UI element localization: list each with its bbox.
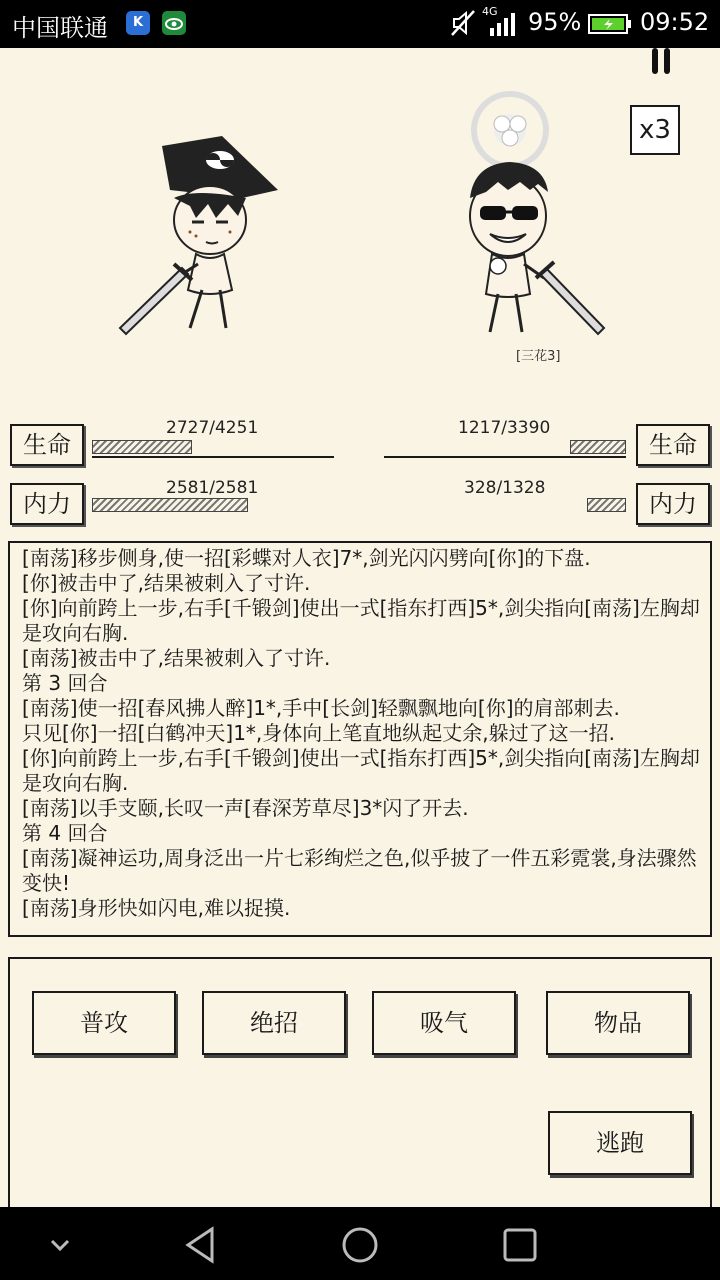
battle-log-lines — [22, 546, 702, 921]
log-line: [你]向前跨上一步,右手[千锻剑]使出一式[指东打西]5*,剑尖指向[南荡]左胸却是攻向右胸. — [22, 746, 700, 795]
breath-button[interactable]: 吸气 — [372, 991, 516, 1055]
player-hp-bar-baseline — [92, 456, 334, 458]
enemy-hp-bar-baseline — [384, 456, 626, 458]
back-icon[interactable] — [180, 1225, 220, 1265]
log-line: [南荡]以手支颐,长叹一声[春深芳草尽]3*闪了开去. — [22, 796, 469, 820]
enemy-mp-bar — [384, 498, 626, 512]
player-hp-value: 2727/4251 — [166, 418, 259, 438]
enemy-mp-bar-fill — [587, 498, 626, 512]
items-button[interactable]: 物品 — [546, 991, 690, 1055]
flee-button[interactable]: 逃跑 — [548, 1111, 692, 1175]
hide-nav-icon[interactable] — [40, 1225, 80, 1265]
home-icon[interactable] — [340, 1225, 380, 1265]
enemy-hp-value: 1217/3390 — [458, 418, 551, 438]
player-mp-value: 2581/2581 — [166, 478, 259, 498]
log-line: 第 4 回合 — [22, 821, 108, 845]
log-line: [南荡]移步侧身,使一招[彩蝶对人衣]7*,剑光闪闪劈向[你]的下盘. — [22, 546, 591, 570]
enemy-status-tag: [三花3] — [516, 349, 561, 364]
recent-apps-icon[interactable] — [500, 1225, 540, 1265]
battle-log[interactable] — [8, 541, 712, 937]
speed-toggle-button[interactable]: x3 — [630, 105, 680, 155]
navigation-bar — [0, 1207, 720, 1280]
enemy-hp-bar-fill — [570, 440, 626, 454]
enemy-mp-value: 328/1328 — [464, 478, 546, 498]
player-hp-bar-fill — [92, 440, 192, 454]
log-line: [南荡]被击中了,结果被刺入了寸许. — [22, 646, 331, 670]
mute-icon — [450, 9, 476, 37]
enemy-hp-bar — [384, 440, 626, 454]
enemy-character — [440, 88, 620, 348]
enemy-hp-label: 生命 — [636, 424, 710, 466]
ultimate-skill-button[interactable]: 绝招 — [202, 991, 346, 1055]
log-line: [南荡]凝神运功,周身泛出一片七彩绚烂之色,似乎披了一件五彩霓裳,身法骤然变快! — [22, 846, 697, 895]
log-line: 只见[你]一招[白鹤冲天]1*,身体向上笔直地纵起丈余,躲过了这一招. — [22, 721, 616, 745]
log-line: [南荡]身形快如闪电,难以捉摸. — [22, 896, 291, 920]
app-eye-icon — [162, 11, 186, 35]
log-line: [南荡]使一招[春风拂人醉]1*,手中[长剑]轻飘飘地向[你]的肩部刺去. — [22, 696, 620, 720]
log-line: [你]被击中了,结果被刺入了寸许. — [22, 571, 311, 595]
status-bar — [0, 0, 720, 48]
log-line: [你]向前跨上一步,右手[千锻剑]使出一式[指东打西]5*,剑尖指向[南荡]左胸却是攻向右胸. — [22, 596, 700, 645]
player-mp-label: 内力 — [10, 483, 84, 525]
player-hp-bar — [92, 440, 334, 454]
battery-percent: 95% — [528, 8, 582, 36]
pause-icon[interactable] — [646, 48, 676, 76]
log-line: 第 3 回合 — [22, 671, 108, 695]
clock: 09:52 — [640, 8, 710, 36]
signal-icon — [486, 10, 520, 38]
player-mp-bar-fill — [92, 498, 248, 512]
player-mp-bar — [92, 498, 334, 512]
carrier-name: 中国联通 — [12, 14, 108, 42]
normal-attack-button[interactable]: 普攻 — [32, 991, 176, 1055]
battery-icon — [588, 13, 632, 35]
enemy-mp-label: 内力 — [636, 483, 710, 525]
app-k-icon: K — [126, 11, 150, 35]
player-hp-label: 生命 — [10, 424, 84, 466]
player-character — [110, 128, 290, 348]
network-type: 4G — [482, 5, 498, 18]
